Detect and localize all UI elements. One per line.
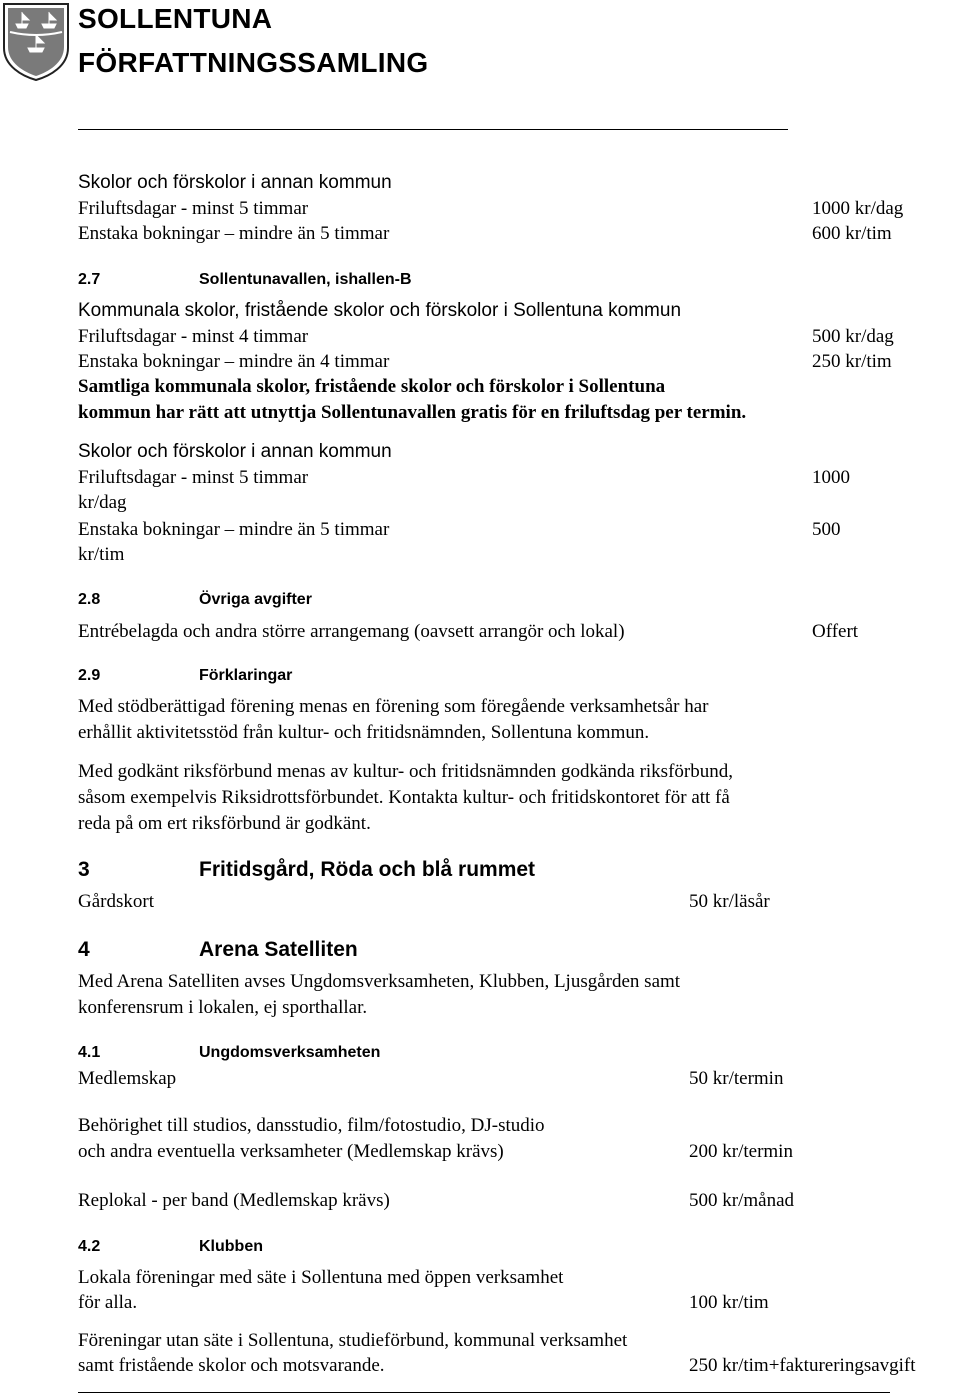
row-label: Enstaka bokningar – mindre än 5 timmar [78, 223, 390, 244]
row-label: Enstaka bokningar – mindre än 5 timmar [78, 519, 390, 540]
coat-of-arms-icon [2, 2, 70, 82]
row-label: Gårdskort [78, 891, 154, 912]
row-price: 50 kr/läsår [689, 891, 770, 912]
row-label: Friluftsdagar - minst 5 timmar [78, 467, 309, 488]
section-title: Övriga avgifter [199, 591, 312, 608]
row-price: 100 kr/tim [689, 1292, 769, 1313]
row-price: 250 kr/tim+faktureringsavgift [689, 1355, 916, 1376]
section-title: Klubben [199, 1238, 263, 1255]
row-label: Friluftsdagar - minst 5 timmar [78, 198, 309, 219]
header-title-line1: SOLLENTUNA [78, 3, 273, 34]
paragraph-line: såsom exempelvis Riksidrottsförbundet. Kontakta kultur- och fritidskontoret för att få [78, 787, 730, 808]
paragraph-line: reda på om ert riksförbund är godkänt. [78, 813, 371, 834]
header-rule [78, 129, 788, 130]
row-label: Lokala föreningar med säte i Sollentuna med öppen verksamhet [78, 1267, 564, 1288]
section-number: 4.2 [78, 1238, 101, 1255]
sub-heading: Kommunala skolor, fristående skolor och förskolor i Sollentuna kommun [78, 300, 682, 321]
row-label: samt fristående skolor och motsvarande. [78, 1355, 385, 1376]
row-price: 200 kr/termin [689, 1141, 793, 1162]
row-label: Entrébelagda och andra större arrangemang (oavsett arrangör och lokal) [78, 621, 625, 642]
section-number: 4.1 [78, 1044, 101, 1061]
row-price: 1000 [812, 467, 850, 488]
annan-heading: Skolor och förskolor i annan kommun [78, 441, 392, 462]
paragraph-line: konferensrum i lokalen, ej sporthallar. [78, 997, 368, 1018]
row-label: Enstaka bokningar – mindre än 4 timmar [78, 351, 390, 372]
section-number: 3 [78, 858, 90, 881]
row-price: 250 kr/tim [812, 351, 892, 372]
section-title: Ungdomsverksamheten [199, 1044, 381, 1061]
row-price: Offert [812, 621, 859, 642]
section-title: Arena Satelliten [199, 938, 358, 961]
row-price: 500 [812, 519, 841, 540]
row-label: och andra eventuella verksamheter (Medlemskap krävs) [78, 1141, 504, 1162]
row-price: 600 kr/tim [812, 223, 892, 244]
row-price-unit: kr/tim [78, 544, 125, 565]
row-label: Medlemskap [78, 1068, 177, 1089]
row-label: för alla. [78, 1292, 138, 1313]
paragraph-line: Med stödberättigad förening menas en förening som föregående verksamhetsår har [78, 696, 709, 717]
row-price: 500 kr/dag [812, 326, 894, 347]
section-number: 4 [78, 938, 90, 961]
row-price: 50 kr/termin [689, 1068, 784, 1089]
section-number: 2.8 [78, 591, 101, 608]
row-label: Föreningar utan säte i Sollentuna, studieförbund, kommunal verksamhet [78, 1330, 628, 1351]
paragraph-line: Med godkänt riksförbund menas av kultur- och fritidsnämnden godkända riksförbund, [78, 761, 733, 782]
row-label: Friluftsdagar - minst 4 timmar [78, 326, 309, 347]
footer-rule [78, 1392, 890, 1393]
note-line: Samtliga kommunala skolor, fristående skolor och förskolor i Sollentuna [78, 376, 666, 397]
section-title: Förklaringar [199, 667, 293, 684]
annan-heading: Skolor och förskolor i annan kommun [78, 172, 392, 193]
paragraph-line: erhållit aktivitetsstöd från kultur- och fritidsnämnden, Sollentuna kommun. [78, 722, 650, 743]
section-number: 2.7 [78, 271, 101, 288]
row-price-unit: kr/dag [78, 492, 127, 513]
row-label: Replokal - per band (Medlemskap krävs) [78, 1190, 390, 1211]
note-line: kommun har rätt att utnyttja Sollentunavallen gratis för en friluftsdag per termin. [78, 402, 747, 423]
section-number: 2.9 [78, 667, 101, 684]
section-title: Sollentunavallen, ishallen-B [199, 271, 412, 288]
row-label: Behörighet till studios, dansstudio, film/fotostudio, DJ-studio [78, 1115, 545, 1136]
row-price: 1000 kr/dag [812, 198, 904, 219]
header-title-line2: FÖRFATTNINGSSAMLING [78, 47, 429, 78]
paragraph-line: Med Arena Satelliten avses Ungdomsverksamheten, Klubben, Ljusgården samt [78, 971, 681, 992]
row-price: 500 kr/månad [689, 1190, 795, 1211]
section-title: Fritidsgård, Röda och blå rummet [199, 858, 536, 881]
